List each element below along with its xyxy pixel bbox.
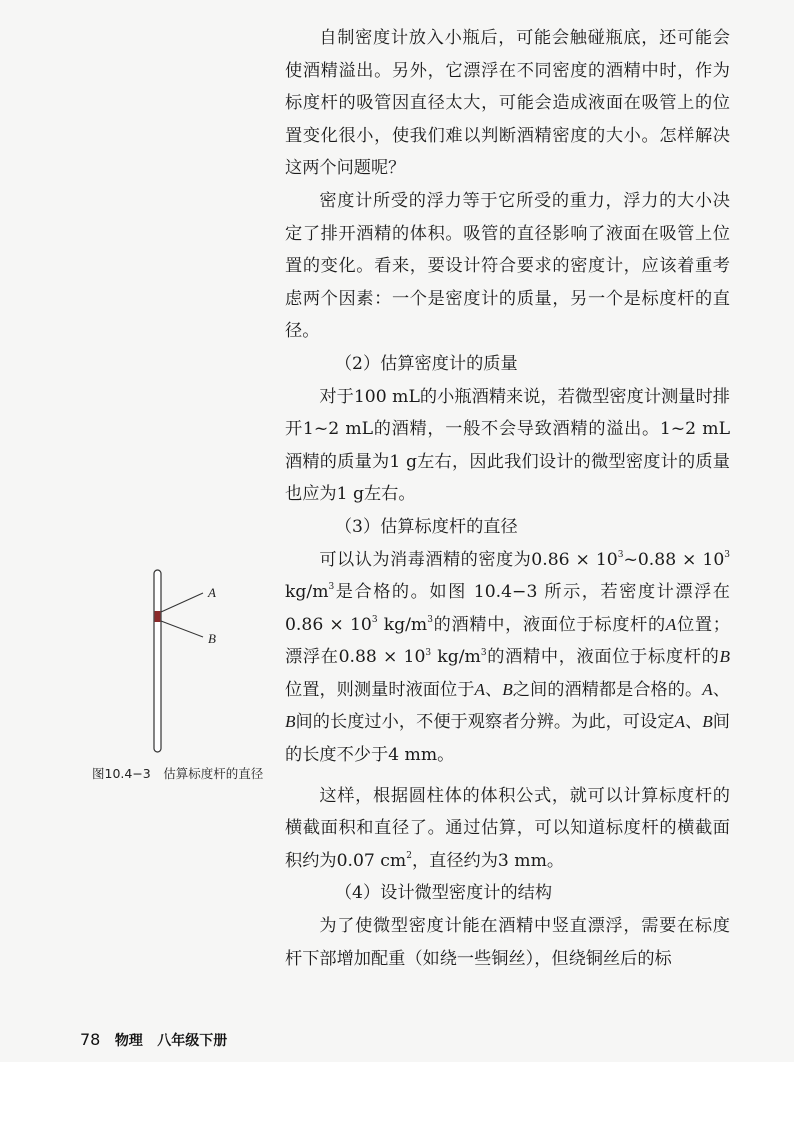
paragraph-5: 这样，根据圆柱体的体积公式，就可以计算标度杆的横截面积和直径了。通过估算，可以知道标度杆的横截面积约为0.07 $cm^2$，直径约为3 mm。	[285, 785, 730, 871]
label-a: A	[208, 585, 216, 600]
paragraph-6: 为了使微型密度计能在酒精中竖直漂浮，需要在标度杆下部增加配重（如绕一些铜丝），但绕铜丝后的标	[285, 916, 730, 969]
section-heading-3: （3）估算标度杆的直径	[334, 516, 518, 537]
body-text	[285, 22, 730, 975]
paragraph-3: 对于100 mL的小瓶酒精来说，若微型密度计测量时排开1~2 mL的酒精，一般不会导致酒精的溢出。1~2 mL酒精的质量为1 g左右，因此我们设计的微型密度计的质量也应为1 g左右。	[285, 386, 730, 505]
page-footer	[80, 1030, 227, 1050]
leader-line-a	[161, 593, 203, 612]
paragraph-4: 可以认为消毒酒精的密度为$0.86 \times 10^3\sim 0.88 \times 10^3$ $kg/m^3$是合格的。如图 10.4−3 所示，若密度计漂浮在 $0.86 \times 10^3$ $kg/m^3$的酒精中，液面位于标度杆的A位置；漂浮在$0.88 \times 10^3$ $kg/m^3$的酒精中，液面位于标度杆的B位置，则测量时液面位于A、B之间的酒精都是合格的。A、B间的长度过小，不便于观察者分辨。为此，可设定A、B间的长度不少于4 mm。	[285, 549, 730, 766]
leader-line-b	[161, 621, 203, 637]
page-number: 78	[80, 1030, 101, 1049]
paragraph-1: 自制密度计放入小瓶后，可能会触碰瓶底，还可能会使酒精溢出。另外，它漂浮在不同密度的酒精中时，作为标度杆的吸管因直径太大，可能会造成液面在吸管上的位置变化很小，使我们难以判断酒精密度的大小。怎样解决这两个问题呢？	[285, 28, 730, 179]
figure-caption: 图10.4−3 估算标度杆的直径	[92, 766, 264, 781]
paragraph-2: 密度计所受的浮力等于它所受的重力，浮力的大小决定了排开酒精的体积。吸管的直径影响了液面在吸管上位置的变化。看来，要设计符合要求的密度计，应该着重考虑两个因素：一个是密度计的质量，另一个是标度杆的直径。	[285, 190, 730, 342]
scale-rod	[154, 570, 161, 752]
section-heading-2: （2）估算密度计的质量	[334, 353, 518, 374]
liquid-range-band	[155, 611, 161, 622]
scale-rod-diagram	[95, 565, 280, 765]
grade-label: 八年级下册	[157, 1033, 228, 1049]
section-heading-4: （4）设计微型密度计的结构	[334, 883, 553, 904]
label-b: B	[208, 631, 216, 646]
figure-10-4-3	[95, 565, 280, 785]
subject-name: 物理	[114, 1033, 143, 1049]
